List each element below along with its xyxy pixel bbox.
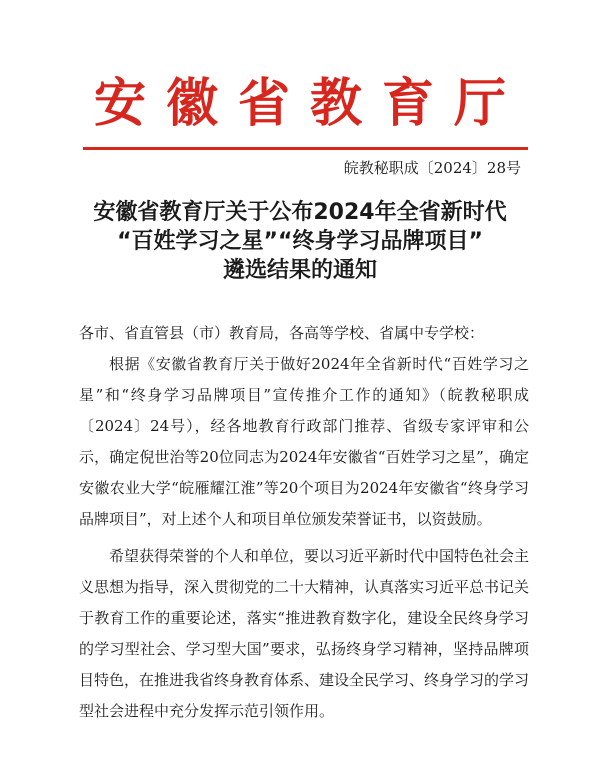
red-divider-line <box>83 147 528 150</box>
body-paragraph-2: 希望获得荣誉的个人和单位，要以习近平新时代中国特色社会主义思想为指导，深入贯彻党的二十大精神，认真落实习近平总书记关于教育工作的重要论述，落实“推进教育数字化，建设全民终身学习的学习型社会、学习型大国”要求，弘扬终身学习精神，坚持品牌项目特色，在推进我省终身教育体系、建设全民学习、终身学习的学习型社会进程中充分发挥示范引领作用。 <box>79 547 530 720</box>
document-body <box>79 318 529 727</box>
body-paragraph-1: 根据《安徽省教育厅关于做好2024年全省新时代“百姓学习之星”和“终身学习品牌项目”宣传推介工作的通知》（皖教秘职成〔2024〕24号），经各地教育行政部门推荐、省级专家评审和公示，确定倪世治等20位同志为2024年安徽省“百姓学习之星”，确定安徽农业大学“皖雁耀江淮”等20个项目为2024年安徽省“终身学习品牌项目”，对上述个人和项目单位颁发荣誉证书，以资鼓励。 <box>79 355 529 528</box>
title-line-2: “百姓学习之星”“终身学习品牌项目” <box>117 229 483 254</box>
title-line-1: 安徽省教育厅关于公布2024年全省新时代 <box>93 200 507 225</box>
document-number: 皖教秘职成〔2024〕28号 <box>343 159 521 177</box>
title-line-3: 遴选结果的通知 <box>222 258 377 283</box>
document-title <box>40 198 560 285</box>
addressee-line: 各市、省直管县（市）教育局，各高等学校、省属中专学校： <box>79 324 485 342</box>
issuing-authority-title: 安徽省教育厅 <box>93 73 526 134</box>
